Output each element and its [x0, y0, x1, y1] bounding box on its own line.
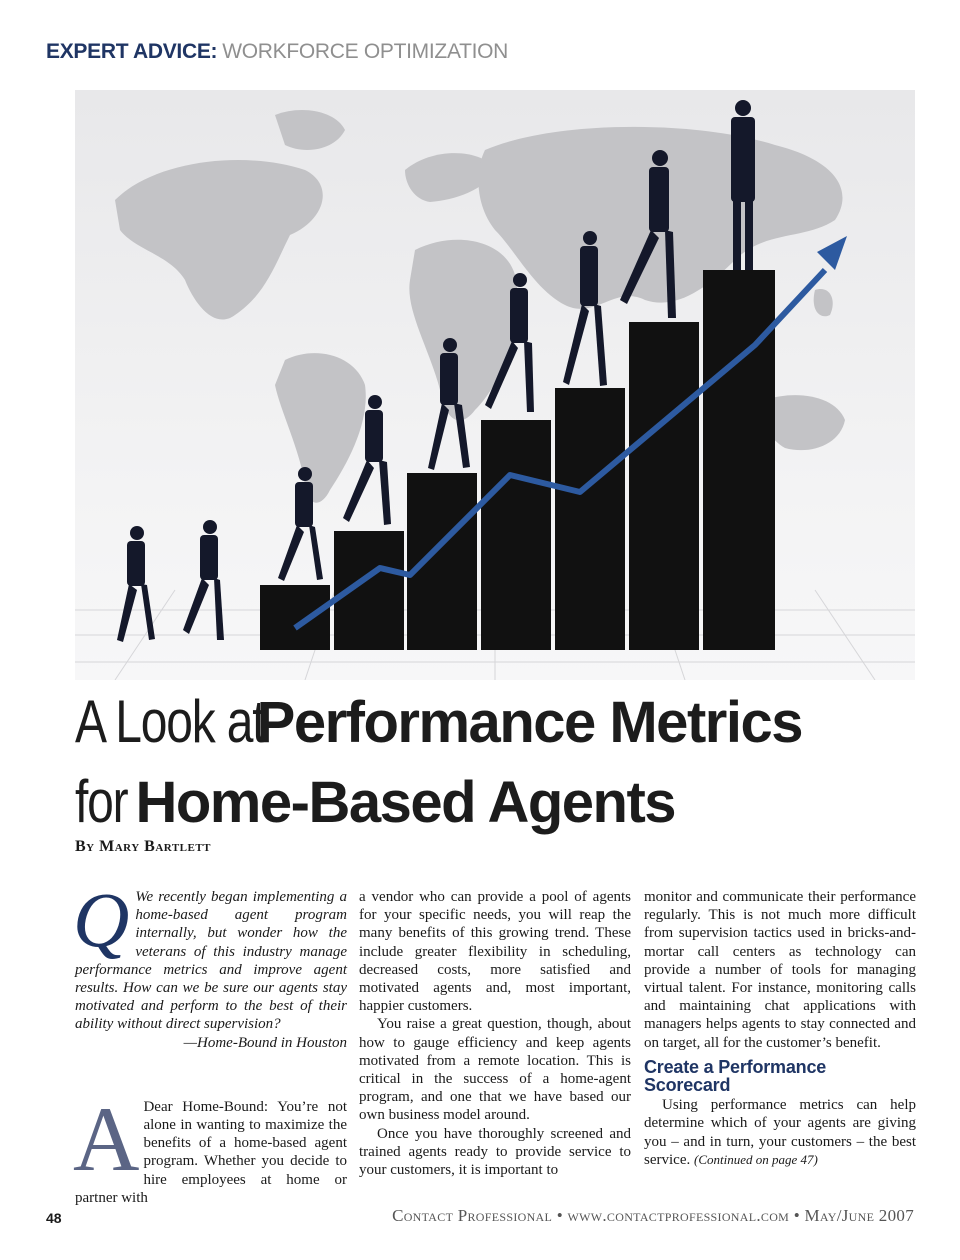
hero-illustration: [75, 90, 915, 680]
question-text: We recently began implementing a home-based agent program internally, but wonder how the veterans of this industry manage performance metrics and improve agent results. How can we be sure our agents stay motivated and perform to the best of their ability without direct supervision?: [75, 889, 347, 1033]
bar-6: [629, 322, 699, 650]
column-1: [73, 876, 347, 1207]
bar-5: [555, 388, 625, 650]
business-staircase-illustration-icon: [75, 90, 915, 680]
section-header: [46, 40, 508, 64]
section-topic: WORKFORCE OPTIMIZATION: [222, 40, 509, 63]
answer-col1-text: Dear Home-Bound: You’re not alone in wanting to maximize the benefits of a home-based agent program. Whether you decide to hire employees at home or partner with: [75, 1098, 347, 1206]
section-subhead: Create a Performance Scorecard: [644, 1056, 827, 1096]
col2-paragraph-1: a vendor who can provide a pool of agents for your specific needs, you will reap the many benefits of this growing trend. These include greater flexibility in scheduling, decreased costs, more satisfied and motivated agents and, most important, happier customers.: [359, 889, 631, 1015]
bar-1: [260, 585, 330, 650]
page-footer: [46, 1206, 914, 1234]
bar-3: [407, 473, 477, 650]
column-2: [359, 888, 631, 1179]
dropcap-q: Q: [73, 876, 130, 963]
question-signature: —Home-Bound in Houston: [183, 1034, 347, 1051]
figure-1: [117, 526, 155, 642]
article-title: [75, 690, 915, 850]
page-number: 48: [46, 1210, 62, 1226]
title-line-1: [75, 690, 915, 770]
publication-info: Contact Professional • www.contactprofessional.com • May/June 2007: [392, 1206, 914, 1225]
bar-4: [481, 420, 551, 650]
col2-paragraph-3: Once you have thoroughly screened and trained agents ready to provide service to your customers, it is important to: [359, 1125, 631, 1179]
section-label: EXPERT ADVICE:: [46, 40, 218, 63]
title-light-2: for: [75, 768, 128, 835]
figure-2: [183, 520, 224, 640]
byline: By Mary Bartlett: [75, 838, 212, 855]
answer-opening: [73, 1087, 347, 1207]
title-bold-1: Performance Metrics: [256, 690, 802, 755]
reader-question: [73, 876, 347, 1034]
col3-paragraph-1: monitor and communicate their performance regularly. This is not much more difficult from supervision tactics used in bricks-and-mortar call centers as technology can provide a number of tools for managing virtual talent. For instance, monitoring calls and maintaining chat applications with managers helps agents to stay connected and on target, all for the customer’s benefit.: [644, 889, 916, 1051]
col3-paragraph-2-text: Using performance metrics can help determine which of your agents are giving you – and in turn, your customers – the best service.: [644, 1097, 916, 1168]
title-light-1: A Look at: [75, 688, 265, 755]
col3-paragraph-2: [644, 1096, 916, 1169]
col2-paragraph-2: You raise a great question, though, about how to gauge efficiency and keep agents motivated from a remote location. This is critical in the success of a home-agent program, and one that we have based our own business model around.: [359, 1016, 631, 1124]
dropcap-a: A: [73, 1087, 140, 1190]
bar-7: [703, 270, 775, 650]
continued-note: (Continued on page 47): [693, 1151, 818, 1167]
title-bold-2: Home-Based Agents: [135, 770, 676, 835]
column-3: [644, 888, 916, 1169]
